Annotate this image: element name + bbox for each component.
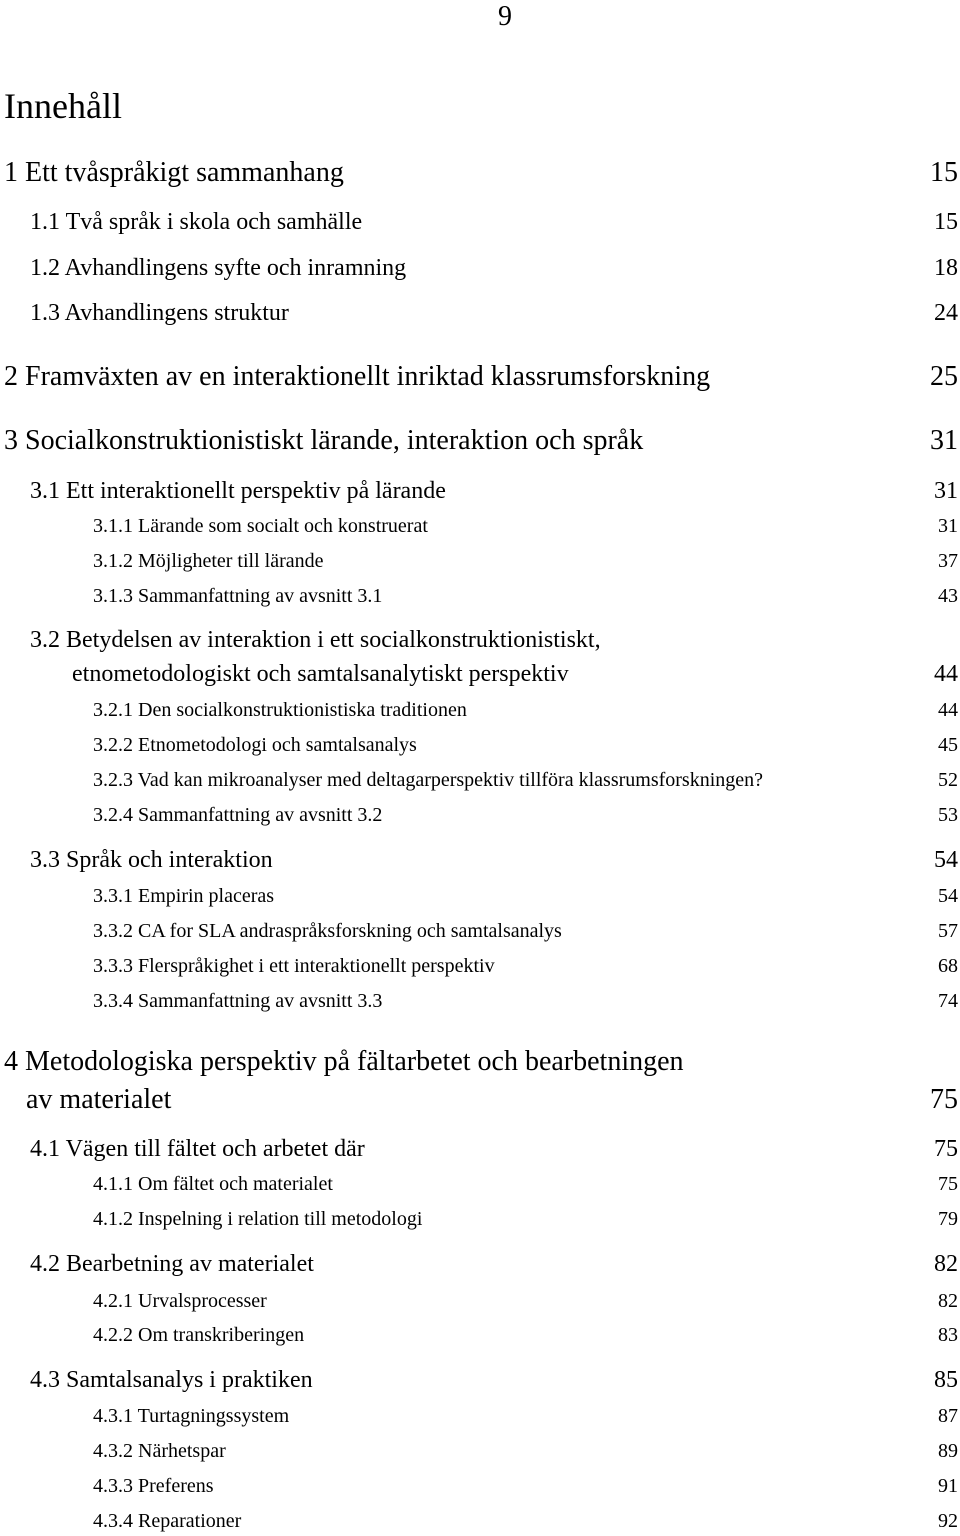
toc-entry-title: 3.2.4 Sammanfattning av avsnitt 3.2 [93,804,383,826]
toc-entry-title: 3.2.1 Den socialkonstruktionistiska traditionen [93,699,467,721]
toc-entry-page: 82 [938,1290,958,1312]
toc-entry-page: 85 [934,1367,958,1393]
toc-entry-title: 4.2 Bearbetning av materialet [30,1251,314,1277]
toc-entry-title: 4.1 Vägen till fältet och arbetet där [30,1136,365,1162]
toc-entry-page: 44 [938,699,958,721]
toc-entry-title: 3.1.3 Sammanfattning av avsnitt 3.1 [93,585,383,607]
toc-entry-title: 4.3.4 Reparationer [93,1510,242,1532]
toc-entry-title-line-1: 4 Metodologiska perspektiv på fältarbetet och bearbetningen [4,1046,684,1077]
toc-entry-page: 25 [930,361,958,392]
toc-entry-title: 1.1 Två språk i skola och samhälle [30,209,363,235]
toc-entry-page: 31 [930,425,958,456]
toc-entry-title-line-1: 3.2 Betydelsen av interaktion i ett socialkonstruktionistiskt, [30,627,601,653]
toc-entry-page: 92 [938,1510,958,1532]
toc-entry-title: 4.3.1 Turtagningssystem [93,1405,290,1427]
toc-entry-title: 3.2.2 Etnometodologi och samtalsanalys [93,734,417,756]
toc-entry-title: 3.1.1 Lärande som socialt och konstruerat [93,515,428,537]
toc-entry-page: 68 [938,955,958,977]
toc-entry-title: 4.2.2 Om transkriberingen [93,1324,305,1346]
toc-entry-title: 1 Ett tvåspråkigt sammanhang [4,157,344,188]
toc-entry-page: 74 [938,990,958,1012]
toc-entry-page: 24 [934,300,958,326]
toc-entry-page: 87 [938,1405,958,1427]
toc-entry-page: 37 [938,550,958,572]
toc-entry-page: 89 [938,1440,958,1462]
toc-entry-3-2[interactable] [30,625,958,689]
toc-entry-page: 75 [938,1173,958,1195]
toc-entry-title: 3.1.2 Möjligheter till lärande [93,550,324,572]
toc-entry-page: 45 [938,734,958,756]
toc-entry-page: 31 [938,515,958,537]
toc-entry-page: 31 [934,478,958,504]
toc-entry-page: 75 [930,1084,958,1115]
toc-entry-title: 3.3.4 Sammanfattning av avsnitt 3.3 [93,990,383,1012]
toc-entry-title: 1.2 Avhandlingens syfte och inramning [30,255,407,281]
toc-entry-title-line-2: etnometodologiskt och samtalsanalytiskt perspektiv [72,661,569,687]
toc-entry-page: 18 [934,255,958,281]
toc-entry-page: 75 [934,1136,958,1162]
toc-entry-page: 44 [934,661,958,687]
toc-entry-title: 4.1.1 Om fältet och materialet [93,1173,333,1195]
toc-entry-title: 3.3.3 Flerspråkighet i ett interaktionellt perspektiv [93,955,495,977]
toc-entry-title: 3.3 Språk och interaktion [30,847,273,873]
toc-entry-page: 83 [938,1324,958,1346]
toc-entry-page: 52 [938,769,958,791]
toc-entry-page: 54 [934,847,958,873]
toc-entry-title: 4.3 Samtalsanalys i praktiken [30,1367,313,1393]
toc-entry-title: 3.1 Ett interaktionellt perspektiv på lärande [30,478,446,504]
toc-entry-page: 43 [938,585,958,607]
toc-entry-title: 4.2.1 Urvalsprocesser [93,1290,267,1312]
page-title: Innehåll [4,86,122,126]
toc-entry-title: 1.3 Avhandlingens struktur [30,300,289,326]
toc-entry-page: 15 [934,209,958,235]
toc-entry-page: 91 [938,1475,958,1497]
toc-entry-title: 3 Socialkonstruktionistiskt lärande, interaktion och språk [4,425,644,456]
toc-entry-page: 82 [934,1251,958,1277]
toc-entry-title: 3.2.3 Vad kan mikroanalyser med deltagarperspektiv tillföra klassrumsforskningen? [93,769,764,791]
toc-entry-title: 4.3.3 Preferens [93,1475,214,1497]
toc-entry-title: 2 Framväxten av en interaktionellt inriktad klassrumsforskning [4,361,711,392]
toc-entry-title: 4.3.2 Närhetspar [93,1440,226,1462]
toc-entry-4[interactable] [4,1045,958,1121]
toc-entry-page: 15 [930,157,958,188]
page-number: 9 [498,1,512,32]
toc-entry-title: 3.3.1 Empirin placeras [93,885,275,907]
toc-entry-page: 53 [938,804,958,826]
toc-entry-page: 57 [938,920,958,942]
toc-entry-title-line-2: av materialet [26,1084,172,1115]
toc-entry-page: 79 [938,1208,958,1230]
toc-entry-title: 3.3.2 CA for SLA andraspråksforskning och samtalsanalys [93,920,562,942]
toc-entry-title: 4.1.2 Inspelning i relation till metodologi [93,1208,423,1230]
toc-entry-page: 54 [938,885,958,907]
